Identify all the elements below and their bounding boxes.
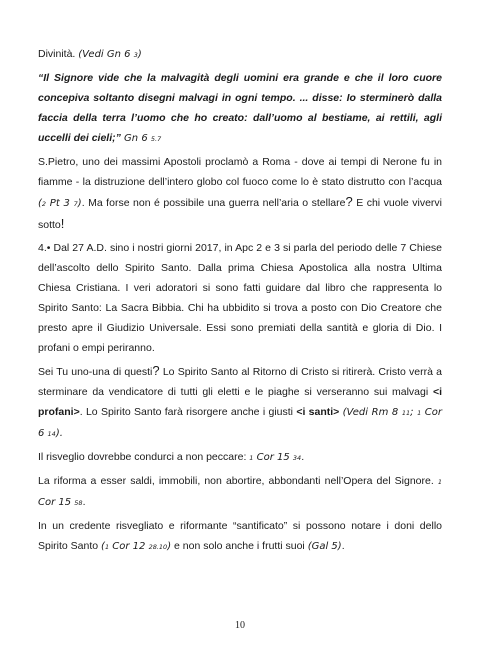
bold-term-profani: <i profani> <box>38 386 442 418</box>
question-mark: ? <box>152 363 160 378</box>
bible-reference: Gn 6 5.7 <box>120 133 162 144</box>
bold-term-santi: <i santi> <box>296 406 340 418</box>
text-run: 4.• Dal 27 A.D. sino i nostri giorni 2017, in Apc 2 e 3 si parla del periodo delle 7 Chiese dell’ascolto dello Spirito Santo. Dalla prima Chiesa Apostolica alla nostra Ultima Chiesa Cristiana. I veri adoratori si sono fatti guidare dal libro che rappresenta lo Spirito Santo: La Sacra Bibbia. Chi ha ubbidito si trova a posto con Dio Creatore che presto apre il Giudizio Universale. Essi sono premiati della santità e gloria di Dio. I profani o empi periranno. <box>38 242 442 354</box>
bible-reference: (1 Cor 12 28.10) <box>101 541 172 552</box>
text-run: E chi vuole vivervi sotto <box>38 197 442 231</box>
bible-reference: (Gal 5) <box>307 541 342 552</box>
scripture-quote: “Il Signore vide che la malvagità degli uomini era grande e che il loro cuore concepiva soltanto disegni malvagi in ogni tempo. ... disse: Io sterminerò dalla faccia della terra l’uomo che ho creato: dall’uomo al bestiame, ai rettili, agli uccelli dei cieli;” <box>38 72 442 144</box>
paragraph-pietro <box>38 152 442 235</box>
bible-reference: (Vedi Gn 6 3) <box>78 49 142 60</box>
text-run: Il risveglio dovrebbe condurci a non peccare: <box>38 451 250 463</box>
page-number: 10 <box>235 620 245 631</box>
exclamation-mark: ! <box>60 216 65 231</box>
text-run: . Lo Spirito Santo farà risorgere anche i giusti <box>79 406 297 418</box>
question-mark: ? <box>345 194 353 209</box>
paragraph-risveglio: Il risveglio dovrebbe condurci a non peccare: 1 Cor 15 34. <box>38 451 305 463</box>
paragraph-spirito-santo <box>38 361 442 444</box>
paragraph-riforma: La riforma a esser saldi, immobili, non abortire, abbondanti nell’Opera del Signore. 1 Cor 15 58. <box>38 475 442 508</box>
text-run: Lo Spirito Santo al Ritorno di Cristo si ritirerà. Cristo verrà a sterminare da vendicatore di tutti gli eletti e le piaghe si verseranno sui malvagi <box>38 366 442 398</box>
text-run: In un credente risvegliato e riformante “santificato” si possono notare i doni dello Spirito Santo <box>38 520 442 552</box>
paragraph-seven-churches <box>38 238 442 358</box>
paragraph-divinita <box>38 44 442 65</box>
paragraph-genesis-quote <box>38 68 442 149</box>
paragraph-credente: In un credente risvegliato e riformante “santificato” si possono notare i doni dello Spirito Santo (1 Cor 12 28.10) e non solo anche i frutti suoi (Gal 5). <box>38 520 442 552</box>
text-run: S.Pietro, uno dei massimi Apostoli proclamò a Roma - dove ai tempi di Nerone fu in fiamme - la distruzione dell’intero globo col fuoco come lo è stato distrutto con l’acqua <box>38 156 442 188</box>
text-run: Sei Tu uno-una di questi <box>38 366 153 378</box>
text-run: La riforma a esser saldi, immobili, non abortire, abbondanti nell’Opera del Signore. <box>38 475 438 487</box>
text-run: Divinità. <box>38 48 79 60</box>
bible-reference: 1 Cor 15 34 <box>249 452 302 463</box>
bible-reference: 1 Cor 15 58 <box>38 478 442 508</box>
page-body <box>38 44 442 560</box>
bible-reference: (Vedi Rm 8 11; 1 Cor 6 14). <box>38 407 443 439</box>
text-run: . Ma forse non é possibile una guerra nell’aria o stellare <box>81 197 346 209</box>
bible-reference: (2 Pt 3 7) <box>38 198 82 209</box>
text-run: e non solo anche i frutti suoi <box>171 540 308 552</box>
